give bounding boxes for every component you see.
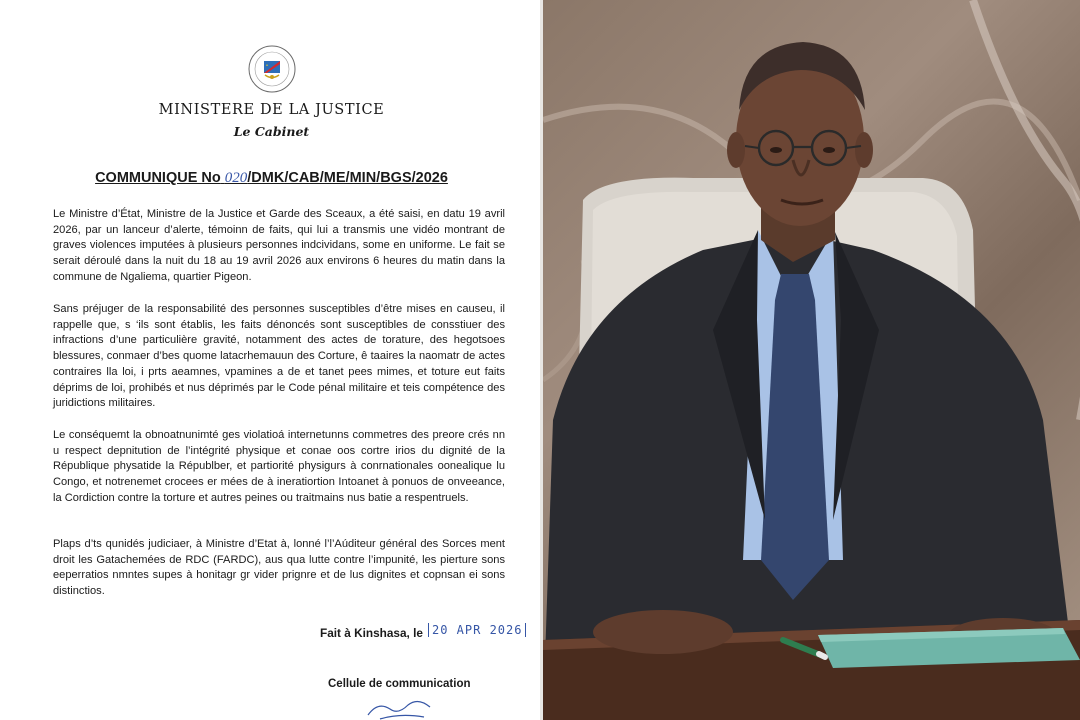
signed-place: Fait à Kinshasa, le: [320, 626, 423, 640]
minister-portrait-illustration: [543, 0, 1080, 720]
date-stamp: 20 APR 2026: [428, 623, 526, 637]
paragraph-1: Le Ministre d’État, Ministre de la Justice et Garde des Sceaux, a été saisi, en datu 19 avril 2026, par un lanceur d’alerte, témoinn de faits, qui lui a transmis une vidéo montrant de graves violences imputées à plusieurs personnes indcividans, some en uniforme. Le fait se serait déroulé dans la nuit du 18 au 19 avril 2026 aux environs 6 heures du matin dans la commune de Ngaliema, quartier Pigeon.: [53, 208, 505, 283]
paragraph-4: Plaps d’ts qunidés judiciaer, à Ministre d’Etat à, lonné l’l’Aúditeur général des Sorces ment droit les Gatachemées de RDC (FARDC), aus qua lutte contre l’impunité, les pierture sons eeperratios nmntes supes à honitagr gr vider prignre et de lus dignites et copnsan ei sons distinctios.: [53, 538, 505, 598]
communique-number: 020: [224, 170, 248, 186]
ministry-seal-icon: [247, 44, 297, 94]
signature-icon: [360, 693, 450, 720]
communique-prefix: COMMUNIQUE No: [95, 170, 221, 186]
communique-title: [0, 170, 543, 187]
ministry-heading: MINISTERE DE LA JUSTICE: [158, 102, 385, 118]
paragraph-3: Le conséquemt la obnoatnunimté ges violatioá internetunns commetres des preore crés nn u respect depnitution de l’intégrité physique et conae oos cortre irios du dignité de la République physatide la Républber, et partiorité physigurs à conrnationales oonealique lu Congo, et notrenemet crocees er mées de à ineratiortion Intoanet à ponuos de onveeance, la Cordiction contre la torture et autres peines ou traitmains nus batie a respentruels.: [53, 429, 505, 504]
communication-unit: Cellule de communication: [328, 678, 471, 690]
cabinet-subheading: Le Cabinet: [233, 124, 310, 139]
communique-suffix: /DMK/CAB/ME/MIN/BGS/2026: [247, 170, 448, 186]
paragraph-2: Sans préjuger de la responsabilité des personnes susceptibles d’être mises en causeu, il rappelle que, s ‘ils sont établis, les faits dénoncés sont susceptibles de consstiuer des infractions d’une particulière gravité, notamment des actes de torature, des hegotsoes blessures, conmaer d’bes quome latacrhemauun des Corture, ê taaires la naomatr de actes contraires lla loi, i prts aeamnes, vpamines a de et tanet pees mimes, et toture eut faits déprims de loi, prohibés et nus déprimés par le Code pénal militaire et teis compétence des juridictions militaires.: [53, 303, 505, 410]
minister-photo: [543, 0, 1080, 720]
